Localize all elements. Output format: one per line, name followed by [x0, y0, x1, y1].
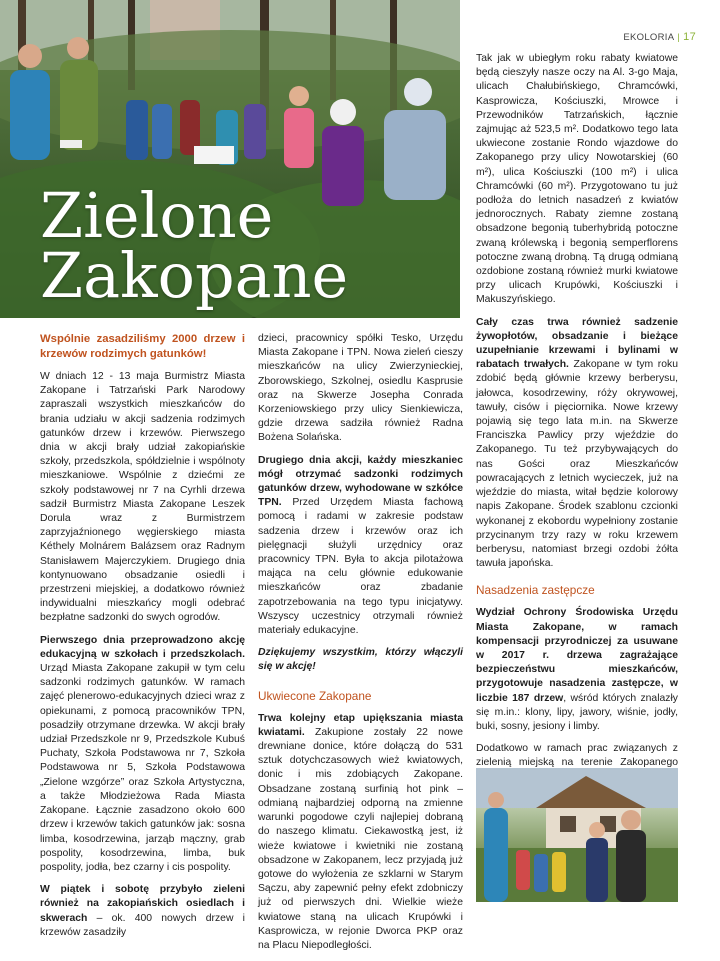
- header-separator: |: [677, 32, 681, 43]
- hedges-paragraph-bold: Cały czas trwa również sadzenie żywopłotów, obsadzanie i bieżące uzupełnianie krzewami i bylinami w rabatach trwałych.: [476, 316, 678, 371]
- planting-photo-illustration: [476, 768, 678, 902]
- heading-replacement: Nasadzenia zastępcze: [476, 583, 595, 598]
- section-name: EKOLORIA: [623, 32, 675, 43]
- planting-photo: [476, 768, 678, 902]
- flowerbeds-paragraph: Tak jak w ubiegłym roku rabaty kwiatowe będą cieszyły nasze oczy na Al. 3-go Maja, ulicach Chałubińskiego, Chramcówki, Kasprowicza, Kościuszki, Mrowce i Przewodników Tatrzańskich, łącznie zajmując aż 523,5 m². Dodatkowo tego lata ukwiecone zostanie Rondo wjazdowe do Zakopanego przy ulicy Nowotarskiej (60 m²), ulica Kościuszki (100 m²) i ulica Chramcówki (60 m²). Przygotowano tu już podłoża do letnich nasadzeń z kwiatów jednorocznych. Rabaty ziemne zostaną obsadzone begonią tuberhybridą potoczne zwaną królewską i begonią semperflorens potoczne zwaną drobną. Tą drugą odmianą ozdobione zostaną również murki kwiatowe przy ulicach Krupówki, Kościuszki i Makuszyńskiego.: [476, 53, 678, 306]
- thanks-text: Dziękujemy wszystkim, którzy włączyli się w akcję!: [258, 647, 463, 673]
- heading-flowers: Ukwiecone Zakopane: [258, 688, 372, 703]
- replacement-paragraph-bold: Wydział Ochrony Środowiska Urzędu Miasta Zakopane, w ramach kompensacji przyrodniczej za usuwane w 2017 r. drzewa zagrażające bezpieczeństwu mieszkańców, przygotowuje nasadzenia zastępcze, w liczbie 187 drzew: [476, 607, 678, 704]
- closing-paragraph-text: Dodatkowo w ramach prac związanych z zielenią miejską na terenie Zakopanego: [476, 743, 678, 769]
- column-1: [40, 332, 245, 948]
- thanks-line: [258, 646, 463, 674]
- title-line-1: Zielone: [40, 179, 274, 252]
- running-head: [623, 31, 696, 43]
- page-number: 17: [683, 31, 696, 43]
- weekend-paragraph-bold: W piątek i sobotę przybyło zieleni również na zakopiańskich osiedlach i skwerach: [40, 884, 245, 924]
- replacement-paragraph-text: , wśród których znalazły się m.in.: klony, lipy, jawory, wiśnie, jodły, buki, sosny, jesiony i limby.: [476, 692, 679, 732]
- hedges-paragraph: [476, 316, 678, 572]
- hero-photo: [0, 0, 460, 318]
- flowers-paragraph: [258, 712, 463, 953]
- education-paragraph-text: Urząd Miasta Zakopane zakupił w tym celu sadzonki rodzimych gatunków. W ramach zajęć plenerowo-edukacyjnych dzieci wraz z opiekunami, z pomocą pracowników TPN, posadziły otrzymane drzewka. W akcji brały udział Przedszkole nr 9, Przedszkole Kubuś Puchaty, Szkoła Podstawowa nr 7, Szkoła Podstawowa nr 5, Szkoła Podstawowa „Zielone wzgórze” oraz Szkoła Artystyczna, a także Młodzieżowa Rada Miasta Zakopane. Łącznie zasadzono około 600 drzew i krzewów takich gatunków jak: sosna limba, kosodrzewina, jarząb mączny, grab pospolity, kosodrzewina, limba, buk pospolity, jodła, bez czarny i cis pospolity.: [40, 663, 245, 873]
- seedlings-paragraph-text: Przed Urzędem Miasta fachową pomocą i radami w zakresie podstaw sadzenia drzew i krzewów oraz ich pielęgnacji służyli urzędnicy oraz pracownicy TPN. Była to akcja pilotażowa mająca na celu głównie edukowanie mieszkańców oraz zbadanie zapotrzebowania na tego typu inicjatywy. Wszyscy uczestnicy otrzymali również materiały edukacyjne.: [258, 497, 463, 637]
- column-3: [476, 52, 678, 835]
- article-title: [40, 179, 349, 312]
- education-paragraph: [40, 634, 245, 875]
- column-2: [258, 332, 463, 961]
- volunteers-paragraph: dzieci, pracownicy spółki Tesko, Urzędu Miasta Zakopane i TPN. Nowa zieleń cieszy mieszkańców na ulicy Zwierzynieckiej, Zborowskiego, Szkolnej, osiedlu Kasprusie oraz na Skwerze Josepha Conrada Korzeniowskiego przy ulicy Sienkiewicza, gdzie drzewa sadziła również Radna Bożena Solańska.: [258, 333, 463, 444]
- title-line-2: Zakopane: [40, 239, 349, 312]
- weekend-paragraph: [40, 883, 245, 940]
- seedlings-paragraph-bold: Drugiego dnia akcji, każdy mieszkaniec mógł otrzymać sadzonki rodzimych gatunków drzew, wyhodowane w szkółce TPN.: [258, 454, 463, 509]
- lead-heading: Wspólnie zasadziliśmy 2000 drzew i krzewów rodzimych gatunków!: [40, 333, 245, 360]
- flowers-paragraph-bold: Trwa kolejny etap upiększania miasta kwiatami.: [258, 712, 463, 738]
- weekend-paragraph-text: – ok. 400 nowych drzew i krzewów zasadziły: [40, 912, 245, 938]
- hedges-paragraph-text: Zakopane w tym roku zdobić będą głównie krzewy berberysu, jałowca, kosodrzewiny, róży okrywowej, tawuły, cisów i pięciornika. Nowe krzewy pojawią się tego lata m.in. na Skwerze Franciszka Pawlicy przy wjeździe do Zakopanego. Tu też przybywających do nas Gości oraz Mieszkańców powracających z letnich wycieczek, już na wjeździe do miasta, witał będzie kolorowy napis Zakopane. Środek szablonu czcionki wykonanej z ekobordu wypełniony zostanie przycinanym trzy razy w roku krzewem berberysu, natomiast brzegi ozdobi żółta tawuła japońska.: [476, 359, 678, 570]
- replacement-paragraph: [476, 606, 678, 734]
- seedlings-paragraph: [258, 454, 463, 639]
- intro-paragraph: W dniach 12 - 13 maja Burmistrz Miasta Zakopane i Tatrzański Park Narodowy zapraszali wszystkich mieszkańców do brania udziału w akcji sadzenia rodzimych gatunków drzew i krzewów. Pierwszego dnia w akcji brały udział zakopiańskie szkoły, przedszkola, spółdzielnie i wspólnoty mieszkaniowe. Wspólnie z dziećmi ze szkoły podstawowej nr 7 na Cyrhli drzewa sadził Burmistrz Miasta Zakopane Leszek Dorula wraz z Burmistrzem zaprzyjaźnionego węgierskiego miasta Kéthely Molnárem Balázsem oraz Radnym Stanisławem Majerczykiem. Drugiego dnia kontynuowano obsadzanie osiedli i przestrzeni miejskiej, a dodatkowo również indywidualni mieszkańcy mogli odebrać bezpłatne sadzonki do swych ogrodów.: [40, 371, 245, 624]
- flowers-paragraph-text: Zakupione zostały 22 nowe drewniane donice, które dołączą do 531 sztuk dotychczasowych wież kwiatowych, donic i mis zdobiących Zakopane. Obsadzane zostaną surfinią hot pink – odmianą najbardziej odporną na zmienne warunki pogodowe czyli najlepiej dobraną do naszego klimatu. Ciekawostką jest, iż wieże kwiatowe i kwietniki nie zostaną obsadzone w Zakopanem, lecz przyjadą już gotowe do wyłożenia ze szklarni w Starym Sączu, aby zapewnić pełny efekt zdobniczy już od pierwszych dni. Wielkie wieże kwiatowe staną na ulicach Krupówki i Kasprowicza, w rejonie Dworca PKP oraz na Placu Niepodległości.: [258, 726, 463, 951]
- education-paragraph-bold: Pierwszego dnia przeprowadzono akcję edukacyjną w szkołach i przedszkolach.: [40, 634, 245, 660]
